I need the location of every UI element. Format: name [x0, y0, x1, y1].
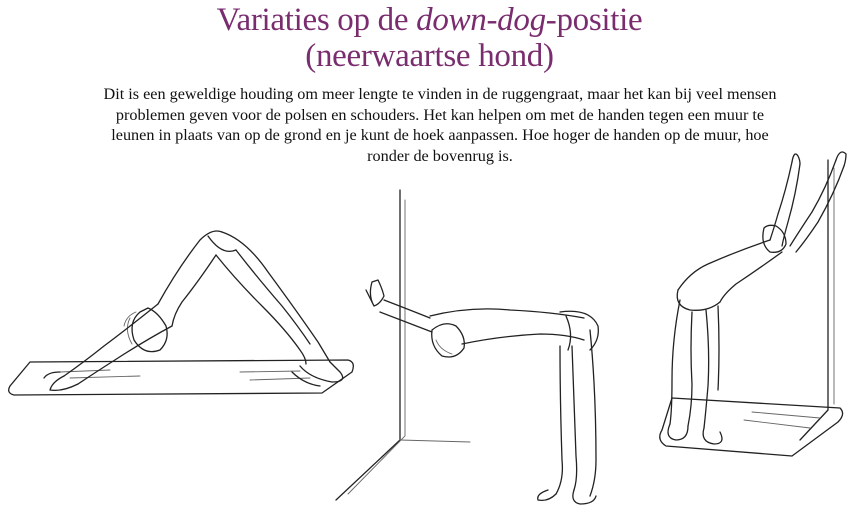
title-line-1: Variaties op de down-dog-positie — [216, 2, 643, 38]
title-italic: down-dog — [416, 2, 546, 38]
figure-1 — [44, 231, 343, 390]
illustration-down-dog-mat — [9, 231, 354, 395]
illustration-down-dog-wall-high — [660, 152, 846, 456]
figure-3 — [668, 152, 846, 444]
intro-paragraph: Dit is een geweldige houding om meer lengte te vinden in de ruggengraat, maar het kan bij veel mensen problemen geven voor de polsen en schouders. Het kan helpen om met de handen tegen een muur te leunen in plaats van op de grond en je kunt de hoek aanpassen. Hoe hoger de handen op de muur, hoe ronder de bovenrug is. — [103, 85, 777, 165]
title-line-2: (neerwaartse hond) — [305, 38, 554, 74]
illustration-down-dog-wall-low — [336, 190, 598, 504]
wall-corner-1 — [336, 190, 470, 500]
figure-2 — [366, 280, 598, 504]
yoga-mat-2 — [660, 398, 843, 456]
